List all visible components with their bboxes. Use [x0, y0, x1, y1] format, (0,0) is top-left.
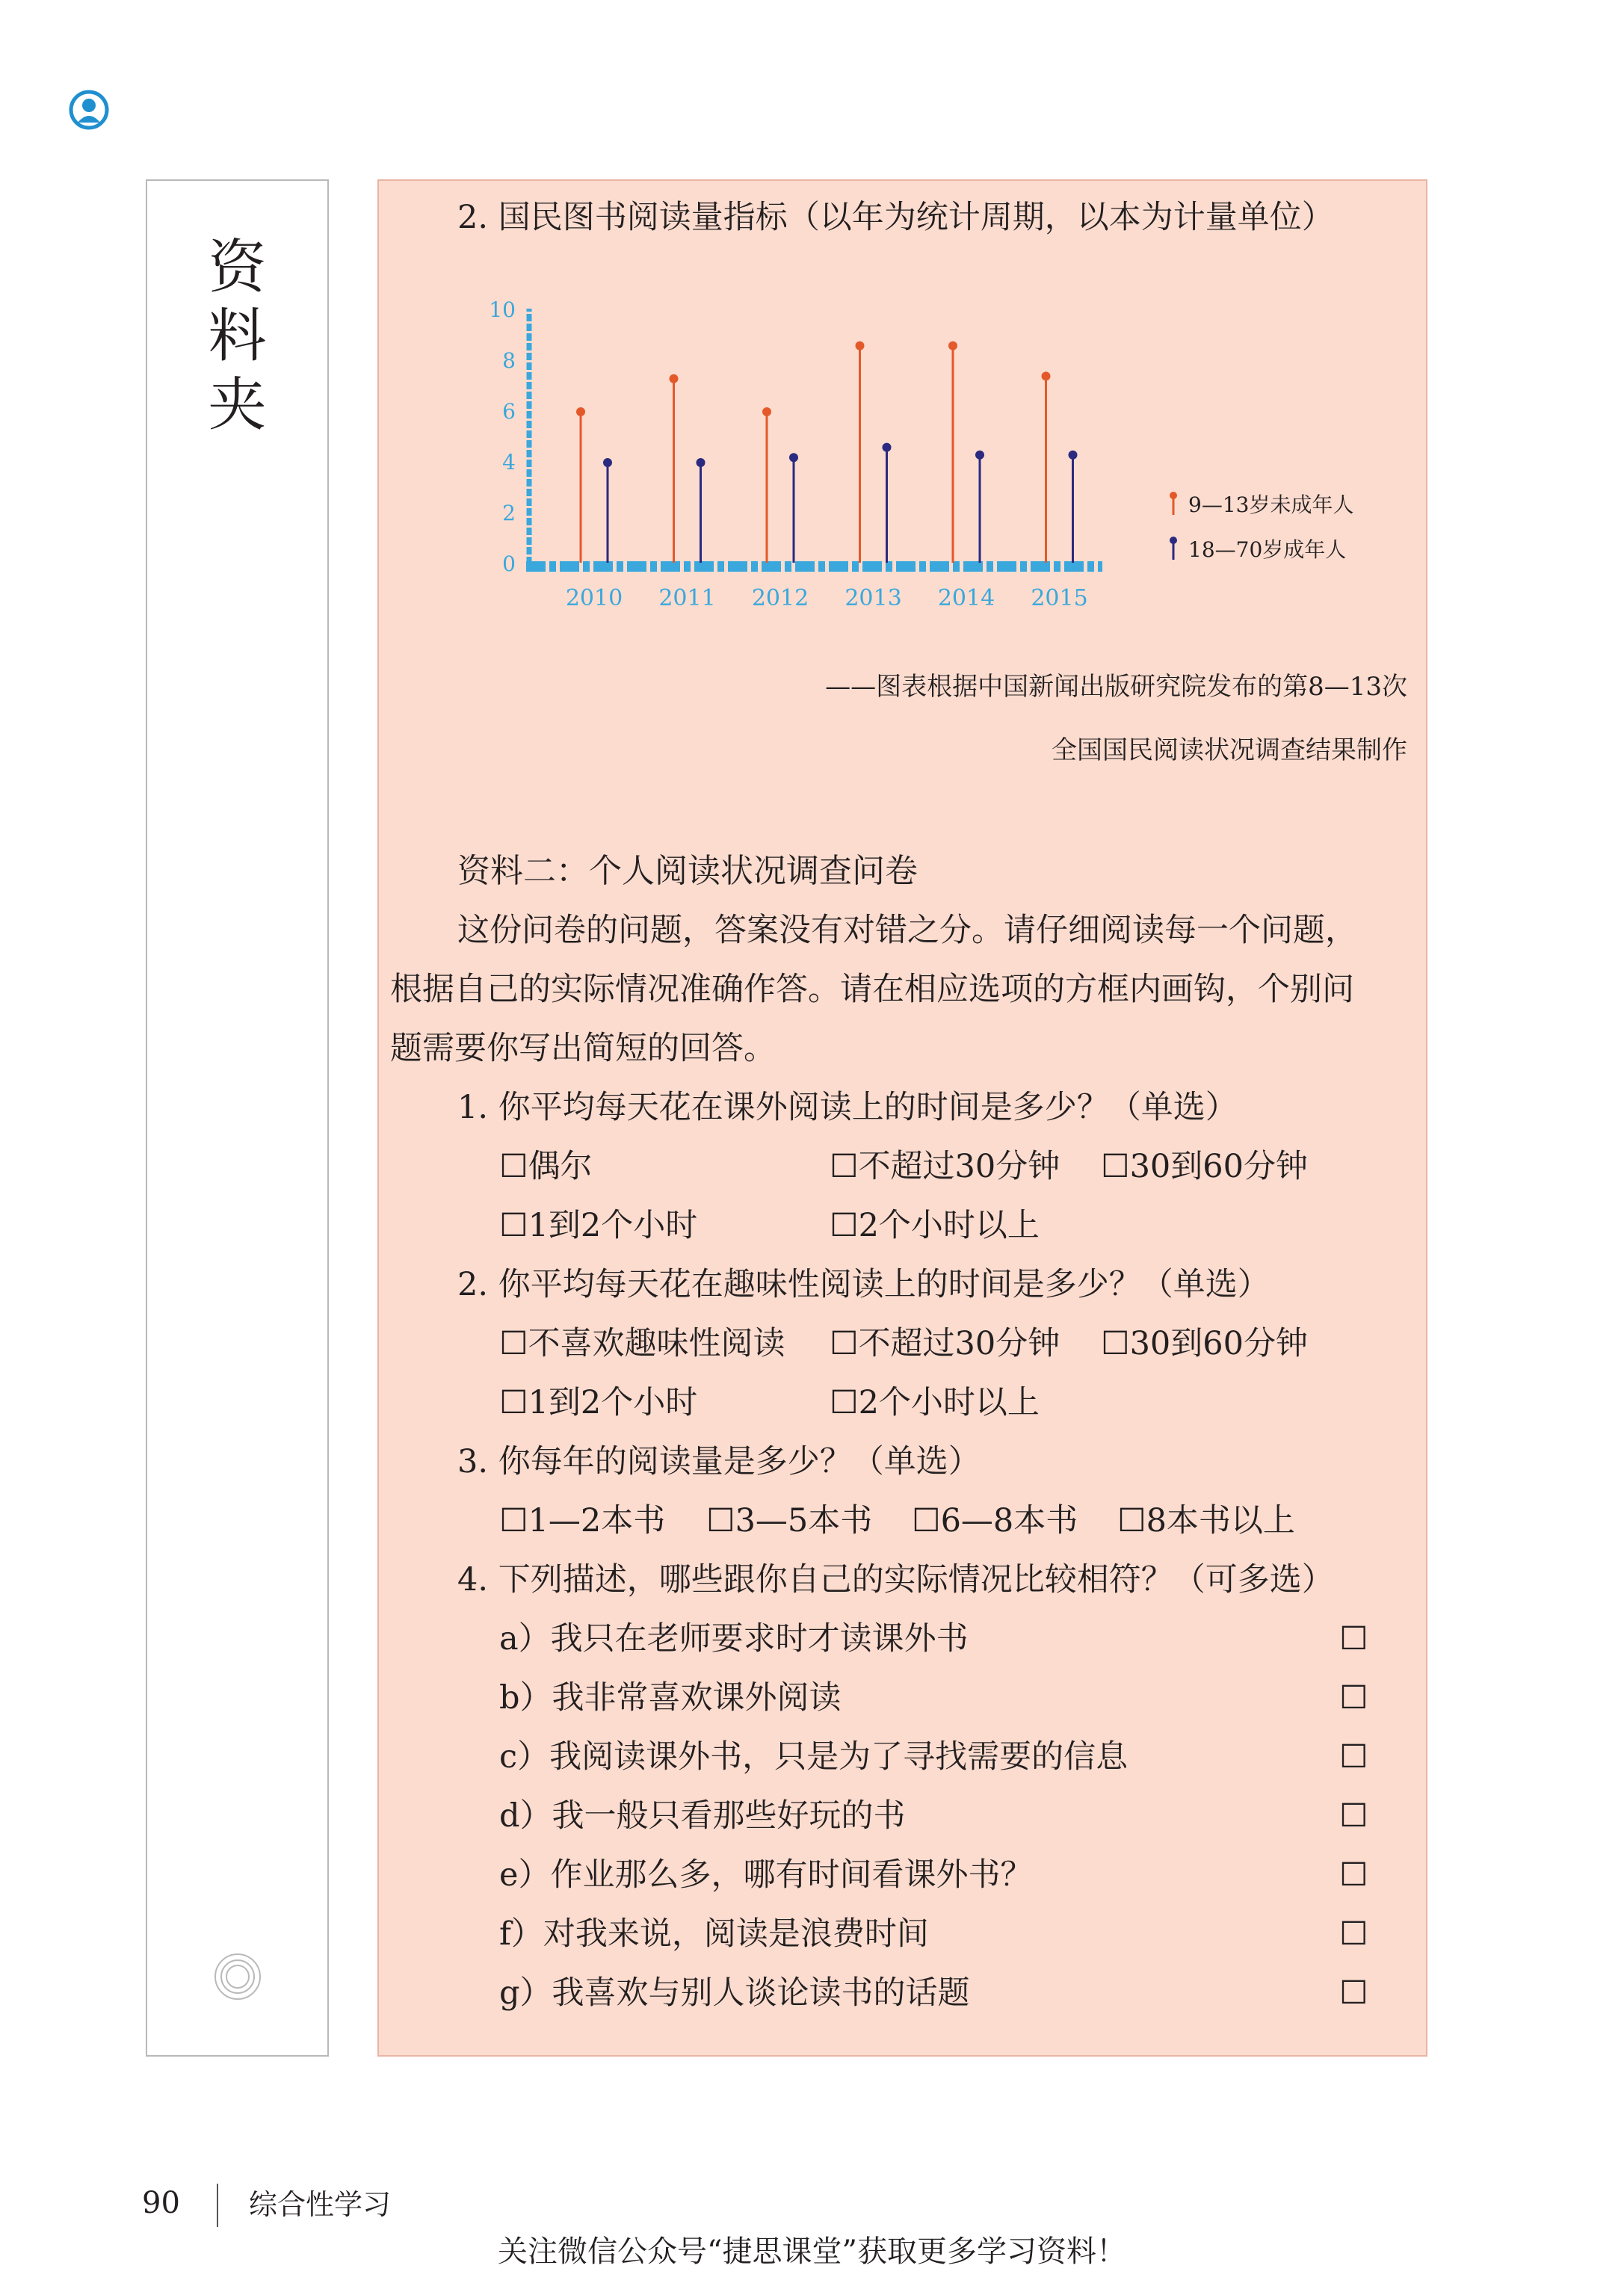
checkbox-icon[interactable]: ☐	[1339, 1856, 1368, 1894]
checkbox-icon[interactable]: ☐	[1101, 1325, 1130, 1362]
q1-option[interactable]: ☐2个小时以上	[830, 1207, 1040, 1244]
q2-option[interactable]: ☐2个小时以上	[830, 1384, 1040, 1421]
q4-statement: a）我只在老师要求时才读课外书	[499, 1620, 969, 1658]
y-tick-label: 10	[489, 297, 516, 322]
sidebar-title-char: 资	[208, 234, 267, 301]
question-4: 4. 下列描述，哪些跟你自己的实际情况比较相符？（可多选）	[457, 1561, 1334, 1599]
checkbox-icon[interactable]: ☐	[1339, 1679, 1368, 1717]
q1-option[interactable]: ☐1到2个小时	[499, 1207, 698, 1244]
checkbox-icon[interactable]: ☐	[1339, 1974, 1368, 2012]
source-line-2: 全国国民阅读状况调查结果制作	[1052, 735, 1407, 765]
lollipop-head	[948, 342, 957, 350]
q4-statement: e）作业那么多，哪有时间看课外书？	[499, 1856, 1033, 1894]
lollipop-head	[762, 407, 771, 416]
concentric-circle-ornament-icon	[213, 1952, 262, 2001]
survey-intro-line: 题需要你写出简短的回答。	[390, 1030, 776, 1067]
checkbox-icon[interactable]: ☐	[830, 1207, 859, 1244]
sidebar-title-char: 夹	[208, 371, 267, 439]
chart-x-labels	[566, 585, 1088, 611]
q3-option[interactable]: ☐3—5本书	[706, 1502, 873, 1539]
x-tick-label: 2011	[658, 585, 716, 611]
q3-option[interactable]: ☐1—2本书	[499, 1502, 666, 1539]
checkbox-icon[interactable]: ☐	[1339, 1738, 1368, 1776]
lollipop-head	[856, 342, 865, 350]
question-2: 2. 你平均每天花在趣味性阅读上的时间是多少？（单选）	[457, 1266, 1270, 1303]
checkbox-icon[interactable]: ☐	[1117, 1502, 1146, 1539]
person-circle-icon	[69, 90, 109, 130]
lollipop-head	[1042, 371, 1051, 380]
checkbox-icon[interactable]: ☐	[1339, 1915, 1368, 1953]
y-tick-label: 8	[502, 348, 516, 373]
q4-statement: d）我一般只看那些好玩的书	[499, 1797, 906, 1835]
q3-option[interactable]: ☐8本书以上	[1117, 1502, 1295, 1539]
legend-marker-head	[1170, 492, 1177, 499]
lollipop-head	[603, 458, 612, 467]
y-tick-label: 6	[502, 399, 516, 424]
checkbox-icon[interactable]: ☐	[830, 1384, 859, 1421]
lollipop-head	[883, 443, 892, 452]
checkbox-icon[interactable]: ☐	[1339, 1620, 1368, 1658]
checkbox-icon[interactable]: ☐	[499, 1207, 528, 1244]
lollipop-head	[975, 451, 984, 460]
lollipop-head	[1069, 451, 1078, 460]
footer-section: 综合性学习	[249, 2188, 392, 2221]
checkbox-icon[interactable]: ☐	[706, 1502, 735, 1539]
checkbox-icon[interactable]: ☐	[499, 1148, 528, 1185]
q4-statement: b）我非常喜欢课外阅读	[499, 1679, 842, 1717]
chart-heading: 2. 国民图书阅读量指标（以年为统计周期，以本为计量单位）	[457, 199, 1334, 236]
lollipop-head	[789, 453, 798, 462]
x-tick-label: 2010	[565, 585, 623, 611]
q2-option[interactable]: ☐不超过30分钟	[830, 1325, 1060, 1362]
y-tick-label: 4	[502, 450, 516, 475]
checkbox-icon[interactable]: ☐	[1339, 1797, 1368, 1835]
checkbox-icon[interactable]: ☐	[830, 1325, 859, 1362]
lollipop-head	[697, 458, 706, 467]
footer-divider	[217, 2184, 218, 2227]
y-tick-label: 0	[502, 552, 516, 576]
survey-intro-line: 这份问卷的问题，答案没有对错之分。请仔细阅读每一个问题，	[457, 912, 1357, 949]
page-number: 90	[142, 2186, 180, 2220]
reading-volume-chart	[471, 288, 1383, 617]
chart-axes	[526, 309, 1102, 566]
legend-label: 9—13岁未成年人	[1188, 492, 1354, 517]
survey-intro-line: 根据自己的实际情况准确作答。请在相应选项的方框内画钩，个别问	[390, 971, 1354, 1008]
x-tick-label: 2012	[751, 585, 809, 611]
q4-statement: g）我喜欢与别人谈论读书的话题	[499, 1974, 970, 2012]
checkbox-icon[interactable]: ☐	[499, 1325, 528, 1362]
question-3: 3. 你每年的阅读量是多少？（单选）	[457, 1443, 981, 1480]
lollipop-head	[576, 407, 585, 416]
source-line-1: ——图表根据中国新闻出版研究院发布的第8—13次	[825, 672, 1407, 702]
q1-option[interactable]: ☐偶尔	[499, 1148, 593, 1185]
checkbox-icon[interactable]: ☐	[499, 1384, 528, 1421]
chart-marks	[576, 342, 1078, 563]
q3-option[interactable]: ☐6—8本书	[912, 1502, 1078, 1539]
footer-note: 关注微信公众号“捷思课堂”获取更多学习资料！	[498, 2234, 1126, 2269]
chart-y-ticks	[489, 297, 516, 576]
sidebar	[146, 179, 329, 2057]
checkbox-icon[interactable]: ☐	[499, 1502, 528, 1539]
x-tick-label: 2014	[937, 585, 995, 611]
legend-label: 18—70岁成年人	[1188, 537, 1347, 562]
q4-statement: f）对我来说，阅读是浪费时间	[499, 1915, 929, 1953]
q1-option[interactable]: ☐不超过30分钟	[830, 1148, 1060, 1185]
sidebar-title-char: 料	[208, 303, 267, 370]
checkbox-icon[interactable]: ☐	[830, 1148, 859, 1185]
x-tick-label: 2013	[845, 585, 902, 611]
q4-statement: c）我阅读课外书，只是为了寻找需要的信息	[499, 1738, 1129, 1776]
x-tick-label: 2015	[1031, 585, 1088, 611]
question-1: 1. 你平均每天花在课外阅读上的时间是多少？（单选）	[457, 1089, 1238, 1126]
checkbox-icon[interactable]: ☐	[1101, 1148, 1130, 1185]
q2-option[interactable]: ☐30到60分钟	[1101, 1325, 1308, 1362]
q2-option[interactable]: ☐不喜欢趣味性阅读	[499, 1325, 785, 1362]
lollipop-head	[670, 374, 679, 383]
y-tick-label: 2	[502, 501, 516, 525]
q2-option[interactable]: ☐1到2个小时	[499, 1384, 698, 1421]
legend-marker-head	[1170, 537, 1177, 544]
survey-title: 资料二：个人阅读状况调查问卷	[457, 852, 918, 890]
sidebar-title	[147, 233, 327, 439]
checkbox-icon[interactable]: ☐	[912, 1502, 941, 1539]
chart-legend	[1170, 492, 1353, 562]
q1-option[interactable]: ☐30到60分钟	[1101, 1148, 1308, 1185]
